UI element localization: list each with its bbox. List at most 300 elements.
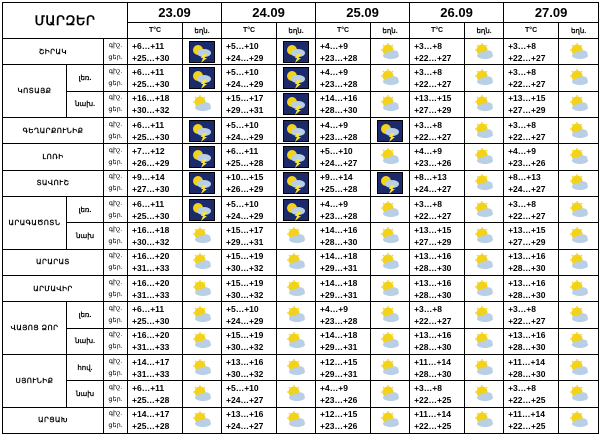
weather-icon-cell bbox=[465, 302, 504, 328]
temperature-cell bbox=[504, 302, 559, 328]
sun-cloud-icon bbox=[371, 306, 409, 324]
weather-icon-cell bbox=[277, 117, 316, 143]
night-temperature: +13…+16 bbox=[508, 277, 546, 288]
weather-icon-cell bbox=[183, 328, 222, 354]
temperature-cell bbox=[316, 354, 371, 380]
night-label: գիշ. bbox=[108, 331, 123, 339]
sun-cloud-icon bbox=[371, 227, 409, 245]
night-temperature: +6…+11 bbox=[132, 66, 165, 77]
temperature-cell bbox=[128, 170, 183, 196]
date-header: 25.09 bbox=[316, 3, 410, 23]
temperature-cell bbox=[410, 117, 465, 143]
night-temperature: +12…+15 bbox=[320, 409, 358, 420]
weather-icon-cell bbox=[559, 328, 599, 354]
temperature-cell bbox=[410, 65, 465, 91]
night-temperature: +11…+14 bbox=[414, 409, 451, 420]
weather-icon-cell bbox=[559, 249, 599, 275]
day-label: ցեր. bbox=[108, 343, 123, 351]
date-header: 27.09 bbox=[504, 3, 599, 23]
temperature-cell bbox=[128, 144, 183, 170]
night-temperature: +4…+9 bbox=[320, 119, 348, 130]
day-temperature: +25…+28 bbox=[132, 421, 170, 432]
day-night-labels bbox=[104, 65, 128, 91]
sun-cloud-thunder-icon bbox=[277, 67, 315, 89]
temp-column-header: T°C bbox=[316, 23, 371, 39]
region-row bbox=[3, 39, 599, 65]
weather-icon-cell bbox=[183, 39, 222, 65]
day-label: ցեր. bbox=[108, 106, 123, 114]
sun-cloud-thunder-icon bbox=[277, 199, 315, 221]
night-temperature: +6…+11 bbox=[226, 145, 259, 156]
region-row bbox=[3, 407, 599, 433]
day-temperature: +22…+25 bbox=[414, 394, 452, 405]
weather-icon-cell bbox=[277, 223, 316, 249]
weather-icon-cell bbox=[277, 39, 316, 65]
day-temperature: +24…+27 bbox=[320, 157, 358, 168]
region-name: ԳԵՂԱՐՔՈՒՆԻՔ bbox=[3, 117, 104, 143]
sun-cloud-thunder-icon bbox=[371, 120, 409, 142]
region-name: ՎԱՅՈՑ ՁՈՐ bbox=[3, 302, 67, 355]
weather-icon-cell bbox=[183, 65, 222, 91]
temperature-cell bbox=[410, 354, 465, 380]
region-row bbox=[3, 275, 599, 301]
weather-icon-cell bbox=[277, 91, 316, 117]
night-temperature: +11…+14 bbox=[414, 356, 451, 367]
day-temperature: +24…+29 bbox=[226, 52, 264, 63]
day-temperature: +22…+25 bbox=[508, 394, 546, 405]
day-temperature: +26…+29 bbox=[132, 157, 170, 168]
weather-icon-cell bbox=[465, 223, 504, 249]
temperature-cell bbox=[316, 249, 371, 275]
day-label: ցեր. bbox=[108, 132, 123, 140]
day-temperature: +25…+30 bbox=[132, 78, 170, 89]
day-temperature: +22…+27 bbox=[508, 315, 546, 326]
night-temperature: +6…+11 bbox=[132, 119, 165, 130]
weather-icon-cell bbox=[183, 196, 222, 222]
day-temperature: +26…+29 bbox=[226, 184, 264, 195]
temperature-cell bbox=[504, 381, 559, 407]
temperature-cell bbox=[128, 65, 183, 91]
temperature-cell bbox=[316, 381, 371, 407]
day-temperature: +24…+29 bbox=[226, 78, 264, 89]
sun-cloud-icon bbox=[465, 95, 503, 113]
night-temperature: +4…+9 bbox=[320, 40, 348, 51]
temperature-cell bbox=[410, 407, 465, 433]
night-temperature: +3…+8 bbox=[414, 66, 442, 77]
day-label: ցեր. bbox=[108, 79, 123, 87]
sun-cloud-icon bbox=[183, 227, 221, 245]
temperature-cell bbox=[128, 196, 183, 222]
zone-name: լեռ. bbox=[67, 65, 104, 91]
weather-icon-cell bbox=[371, 223, 410, 249]
weather-icon-cell bbox=[465, 117, 504, 143]
weather-icon-cell bbox=[559, 144, 599, 170]
day-temperature: +23…+26 bbox=[320, 394, 358, 405]
day-temperature: +29…+31 bbox=[226, 236, 264, 247]
day-temperature: +31…+33 bbox=[132, 368, 170, 379]
day-night-labels bbox=[104, 249, 128, 275]
sun-cloud-icon bbox=[559, 174, 598, 192]
sun-cloud-icon bbox=[465, 201, 503, 219]
sun-cloud-thunder-icon bbox=[183, 67, 221, 89]
night-label: գիշ. bbox=[108, 146, 123, 154]
night-temperature: +6…+11 bbox=[132, 198, 165, 209]
weather-icon-cell bbox=[559, 223, 599, 249]
day-temperature: +22…+27 bbox=[414, 315, 452, 326]
day-temperature: +22…+27 bbox=[414, 210, 452, 221]
weather-icon-cell bbox=[371, 144, 410, 170]
sun-cloud-icon bbox=[465, 148, 503, 166]
temperature-cell bbox=[128, 275, 183, 301]
temperature-cell bbox=[504, 407, 559, 433]
night-temperature: +8…+13 bbox=[414, 172, 447, 183]
sun-cloud-icon bbox=[559, 253, 598, 271]
weather-icon-cell bbox=[183, 381, 222, 407]
night-temperature: +9…+14 bbox=[132, 172, 165, 183]
weather-icon-cell bbox=[559, 275, 599, 301]
temperature-cell bbox=[222, 91, 277, 117]
day-label: ցեր. bbox=[108, 158, 123, 166]
sun-cloud-icon bbox=[465, 43, 503, 61]
temperature-cell bbox=[222, 117, 277, 143]
day-temperature: +28…+30 bbox=[508, 263, 546, 274]
day-temperature: +25…+30 bbox=[132, 131, 170, 142]
night-temperature: +12…+15 bbox=[320, 356, 358, 367]
temperature-cell bbox=[128, 117, 183, 143]
temperature-cell bbox=[504, 65, 559, 91]
temperature-cell bbox=[410, 170, 465, 196]
day-temperature: +23…+28 bbox=[320, 131, 358, 142]
day-label: ցեր. bbox=[108, 237, 123, 245]
temperature-cell bbox=[410, 223, 465, 249]
night-temperature: +13…+16 bbox=[508, 251, 546, 262]
day-temperature: +28…+30 bbox=[414, 368, 452, 379]
sun-cloud-icon bbox=[277, 332, 315, 350]
temperature-cell bbox=[504, 354, 559, 380]
weather-icon-cell bbox=[371, 65, 410, 91]
night-temperature: +15…+19 bbox=[226, 330, 264, 341]
temperature-cell bbox=[222, 275, 277, 301]
day-night-labels bbox=[104, 354, 128, 380]
temperature-cell bbox=[128, 223, 183, 249]
sun-cloud-icon bbox=[559, 227, 598, 245]
sun-cloud-thunder-icon bbox=[183, 199, 221, 221]
temperature-cell bbox=[504, 223, 559, 249]
sun-cloud-icon bbox=[371, 95, 409, 113]
night-temperature: +3…+8 bbox=[508, 66, 536, 77]
sun-cloud-icon bbox=[465, 411, 503, 429]
day-night-labels bbox=[104, 117, 128, 143]
sun-cloud-icon bbox=[277, 359, 315, 377]
night-temperature: +14…+16 bbox=[320, 224, 358, 235]
weather-icon-cell bbox=[183, 223, 222, 249]
night-temperature: +15…+17 bbox=[226, 224, 264, 235]
day-night-labels bbox=[104, 275, 128, 301]
region-row bbox=[3, 354, 599, 380]
temperature-cell bbox=[504, 275, 559, 301]
zone-name: նախ. bbox=[67, 91, 104, 117]
weather-icon-cell bbox=[465, 196, 504, 222]
temp-column-header: T°C bbox=[410, 23, 465, 39]
night-temperature: +15…+19 bbox=[226, 251, 264, 262]
weather-icon-cell bbox=[183, 170, 222, 196]
day-temperature: +31…+33 bbox=[132, 263, 170, 274]
day-temperature: +29…+31 bbox=[320, 263, 358, 274]
region-row bbox=[3, 328, 599, 354]
weather-column-header: եղն. bbox=[559, 23, 599, 39]
weather-icon-cell bbox=[277, 196, 316, 222]
weather-icon-cell bbox=[465, 39, 504, 65]
sun-cloud-icon bbox=[559, 306, 598, 324]
sun-cloud-icon bbox=[559, 43, 598, 61]
temperature-cell bbox=[222, 39, 277, 65]
night-temperature: +4…+9 bbox=[414, 145, 442, 156]
temperature-cell bbox=[128, 407, 183, 433]
weather-icon-cell bbox=[183, 117, 222, 143]
day-night-labels bbox=[104, 39, 128, 65]
day-temperature: +27…+29 bbox=[508, 105, 546, 116]
night-label: գիշ. bbox=[108, 357, 123, 365]
day-label: ցեր. bbox=[108, 264, 123, 272]
temperature-cell bbox=[504, 196, 559, 222]
weather-icon-cell bbox=[371, 196, 410, 222]
night-temperature: +16…+20 bbox=[132, 330, 170, 341]
temperature-cell bbox=[504, 91, 559, 117]
temperature-cell bbox=[316, 170, 371, 196]
temperature-cell bbox=[410, 39, 465, 65]
region-row bbox=[3, 91, 599, 117]
day-temperature: +25…+30 bbox=[132, 315, 170, 326]
sun-cloud-icon bbox=[183, 332, 221, 350]
sun-cloud-icon bbox=[183, 253, 221, 271]
night-temperature: +14…+18 bbox=[320, 277, 358, 288]
temperature-cell bbox=[222, 328, 277, 354]
temperature-cell bbox=[222, 223, 277, 249]
temperature-cell bbox=[316, 275, 371, 301]
night-temperature: +15…+19 bbox=[226, 277, 264, 288]
night-temperature: +16…+18 bbox=[132, 93, 170, 104]
weather-icon-cell bbox=[559, 407, 599, 433]
weather-icon-cell bbox=[465, 407, 504, 433]
region-row bbox=[3, 170, 599, 196]
night-temperature: +3…+8 bbox=[508, 119, 536, 130]
sun-cloud-icon bbox=[559, 411, 598, 429]
weather-icon-cell bbox=[559, 302, 599, 328]
sun-cloud-thunder-icon bbox=[277, 146, 315, 168]
sun-cloud-icon bbox=[371, 411, 409, 429]
day-temperature: +23…+28 bbox=[320, 315, 358, 326]
night-temperature: +5…+10 bbox=[226, 66, 259, 77]
night-temperature: +4…+9 bbox=[320, 66, 348, 77]
night-temperature: +4…+9 bbox=[320, 198, 348, 209]
sun-cloud-thunder-icon bbox=[277, 93, 315, 115]
sun-cloud-icon bbox=[465, 253, 503, 271]
night-temperature: +5…+10 bbox=[226, 382, 259, 393]
temp-column-header: T°C bbox=[222, 23, 277, 39]
day-label: ցեր. bbox=[108, 290, 123, 298]
day-temperature: +29…+31 bbox=[226, 105, 264, 116]
day-temperature: +29…+31 bbox=[320, 342, 358, 353]
region-row bbox=[3, 381, 599, 407]
day-temperature: +28…+30 bbox=[414, 263, 452, 274]
temperature-cell bbox=[410, 275, 465, 301]
day-night-labels bbox=[104, 170, 128, 196]
sun-cloud-icon bbox=[183, 385, 221, 403]
temperature-cell bbox=[222, 302, 277, 328]
day-temperature: +28…+30 bbox=[320, 236, 358, 247]
day-temperature: +24…+29 bbox=[226, 315, 264, 326]
temperature-cell bbox=[316, 302, 371, 328]
day-temperature: +27…+29 bbox=[414, 236, 452, 247]
night-label: գիշ. bbox=[108, 304, 123, 312]
weather-icon-cell bbox=[465, 170, 504, 196]
day-temperature: +24…+29 bbox=[226, 131, 264, 142]
temperature-cell bbox=[316, 407, 371, 433]
temperature-cell bbox=[504, 170, 559, 196]
temperature-cell bbox=[222, 381, 277, 407]
night-temperature: +16…+20 bbox=[132, 277, 170, 288]
weather-icon-cell bbox=[183, 407, 222, 433]
day-temperature: +25…+28 bbox=[320, 184, 358, 195]
night-temperature: +10…+15 bbox=[226, 172, 264, 183]
sun-cloud-icon bbox=[559, 148, 598, 166]
day-label: ցեր. bbox=[108, 211, 123, 219]
night-temperature: +14…+18 bbox=[320, 330, 358, 341]
day-temperature: +22…+27 bbox=[508, 78, 546, 89]
weather-icon-cell bbox=[371, 302, 410, 328]
night-label: գիշ. bbox=[108, 383, 123, 391]
sun-cloud-icon bbox=[465, 174, 503, 192]
night-temperature: +13…+15 bbox=[414, 224, 452, 235]
day-temperature: +24…+27 bbox=[226, 394, 264, 405]
weather-icon-cell bbox=[371, 328, 410, 354]
date-header: 23.09 bbox=[128, 3, 222, 23]
sun-cloud-icon bbox=[559, 95, 598, 113]
night-temperature: +6…+11 bbox=[132, 303, 165, 314]
sun-cloud-icon bbox=[371, 332, 409, 350]
sun-cloud-icon bbox=[183, 95, 221, 113]
temperature-cell bbox=[222, 65, 277, 91]
night-temperature: +4…+9 bbox=[320, 303, 348, 314]
temperature-cell bbox=[316, 117, 371, 143]
region-name: ԱՐԱԳԱԾՈՏՆ bbox=[3, 196, 67, 249]
weather-icon-cell bbox=[277, 249, 316, 275]
weather-icon-cell bbox=[465, 275, 504, 301]
day-label: ցեր. bbox=[108, 316, 123, 324]
weather-column-header: եղն. bbox=[183, 23, 222, 39]
sun-cloud-icon bbox=[465, 227, 503, 245]
weather-icon-cell bbox=[465, 249, 504, 275]
temperature-cell bbox=[222, 196, 277, 222]
temperature-cell bbox=[410, 381, 465, 407]
temperature-cell bbox=[128, 91, 183, 117]
weather-icon-cell bbox=[277, 302, 316, 328]
night-temperature: +13…+15 bbox=[508, 224, 546, 235]
day-night-labels bbox=[104, 302, 128, 328]
day-temperature: +25…+28 bbox=[226, 157, 264, 168]
temperature-cell bbox=[222, 249, 277, 275]
night-temperature: +3…+8 bbox=[508, 303, 536, 314]
day-temperature: +23…+28 bbox=[320, 52, 358, 63]
day-temperature: +23…+26 bbox=[508, 157, 546, 168]
temperature-cell bbox=[504, 328, 559, 354]
night-label: գիշ. bbox=[108, 252, 123, 260]
day-temperature: +22…+27 bbox=[414, 131, 452, 142]
temperature-cell bbox=[316, 196, 371, 222]
region-row bbox=[3, 144, 599, 170]
night-temperature: +3…+8 bbox=[414, 198, 442, 209]
zone-name: նախ bbox=[67, 381, 104, 407]
region-row bbox=[3, 249, 599, 275]
weather-icon-cell bbox=[277, 170, 316, 196]
night-label: գիշ. bbox=[108, 199, 123, 207]
day-night-labels bbox=[104, 328, 128, 354]
weather-icon-cell bbox=[465, 144, 504, 170]
weather-icon-cell bbox=[559, 381, 599, 407]
sun-cloud-icon bbox=[559, 122, 598, 140]
night-temperature: +13…+15 bbox=[414, 93, 452, 104]
weather-icon-cell bbox=[371, 249, 410, 275]
weather-icon-cell bbox=[183, 302, 222, 328]
day-temperature: +22…+25 bbox=[414, 421, 452, 432]
night-temperature: +11…+14 bbox=[508, 356, 545, 367]
sun-cloud-icon bbox=[559, 385, 598, 403]
weather-column-header: եղն. bbox=[371, 23, 410, 39]
table-title: ՄԱՐԶԵՐ bbox=[3, 3, 128, 39]
weather-icon-cell bbox=[559, 196, 599, 222]
weather-icon-cell bbox=[371, 354, 410, 380]
night-temperature: +4…+9 bbox=[508, 145, 536, 156]
weather-icon-cell bbox=[277, 407, 316, 433]
day-temperature: +31…+33 bbox=[132, 342, 170, 353]
night-label: գիշ. bbox=[108, 41, 123, 49]
zone-name: լեռ. bbox=[67, 196, 104, 222]
weather-column-header: եղն. bbox=[465, 23, 504, 39]
sun-cloud-icon bbox=[277, 411, 315, 429]
temperature-cell bbox=[316, 144, 371, 170]
temperature-cell bbox=[316, 39, 371, 65]
day-temperature: +30…+32 bbox=[226, 263, 264, 274]
night-temperature: +13…+16 bbox=[414, 251, 452, 262]
region-name: ԱՐԱՐԱՏ bbox=[3, 249, 104, 275]
sun-cloud-icon bbox=[559, 332, 598, 350]
day-temperature: +28…+30 bbox=[320, 105, 358, 116]
region-name: ԿՈՏԱՅՔ bbox=[3, 65, 67, 118]
zone-name: լեռ. bbox=[67, 302, 104, 328]
night-label: գիշ. bbox=[108, 67, 123, 75]
sun-cloud-icon bbox=[465, 332, 503, 350]
sun-cloud-thunder-icon bbox=[371, 172, 409, 194]
region-row bbox=[3, 302, 599, 328]
day-temperature: +30…+32 bbox=[226, 289, 264, 300]
day-temperature: +29…+31 bbox=[320, 289, 358, 300]
date-header: 26.09 bbox=[410, 3, 504, 23]
day-temperature: +25…+30 bbox=[132, 52, 170, 63]
day-night-labels bbox=[104, 381, 128, 407]
sun-cloud-thunder-icon bbox=[277, 172, 315, 194]
temperature-cell bbox=[410, 302, 465, 328]
sun-cloud-thunder-icon bbox=[277, 41, 315, 63]
sun-cloud-icon bbox=[371, 201, 409, 219]
night-temperature: +3…+8 bbox=[508, 382, 536, 393]
weather-icon-cell bbox=[277, 65, 316, 91]
temperature-cell bbox=[222, 144, 277, 170]
weather-icon-cell bbox=[559, 39, 599, 65]
weather-icon-cell bbox=[371, 91, 410, 117]
temperature-cell bbox=[410, 196, 465, 222]
day-temperature: +22…+25 bbox=[508, 421, 546, 432]
night-temperature: +14…+18 bbox=[320, 251, 358, 262]
